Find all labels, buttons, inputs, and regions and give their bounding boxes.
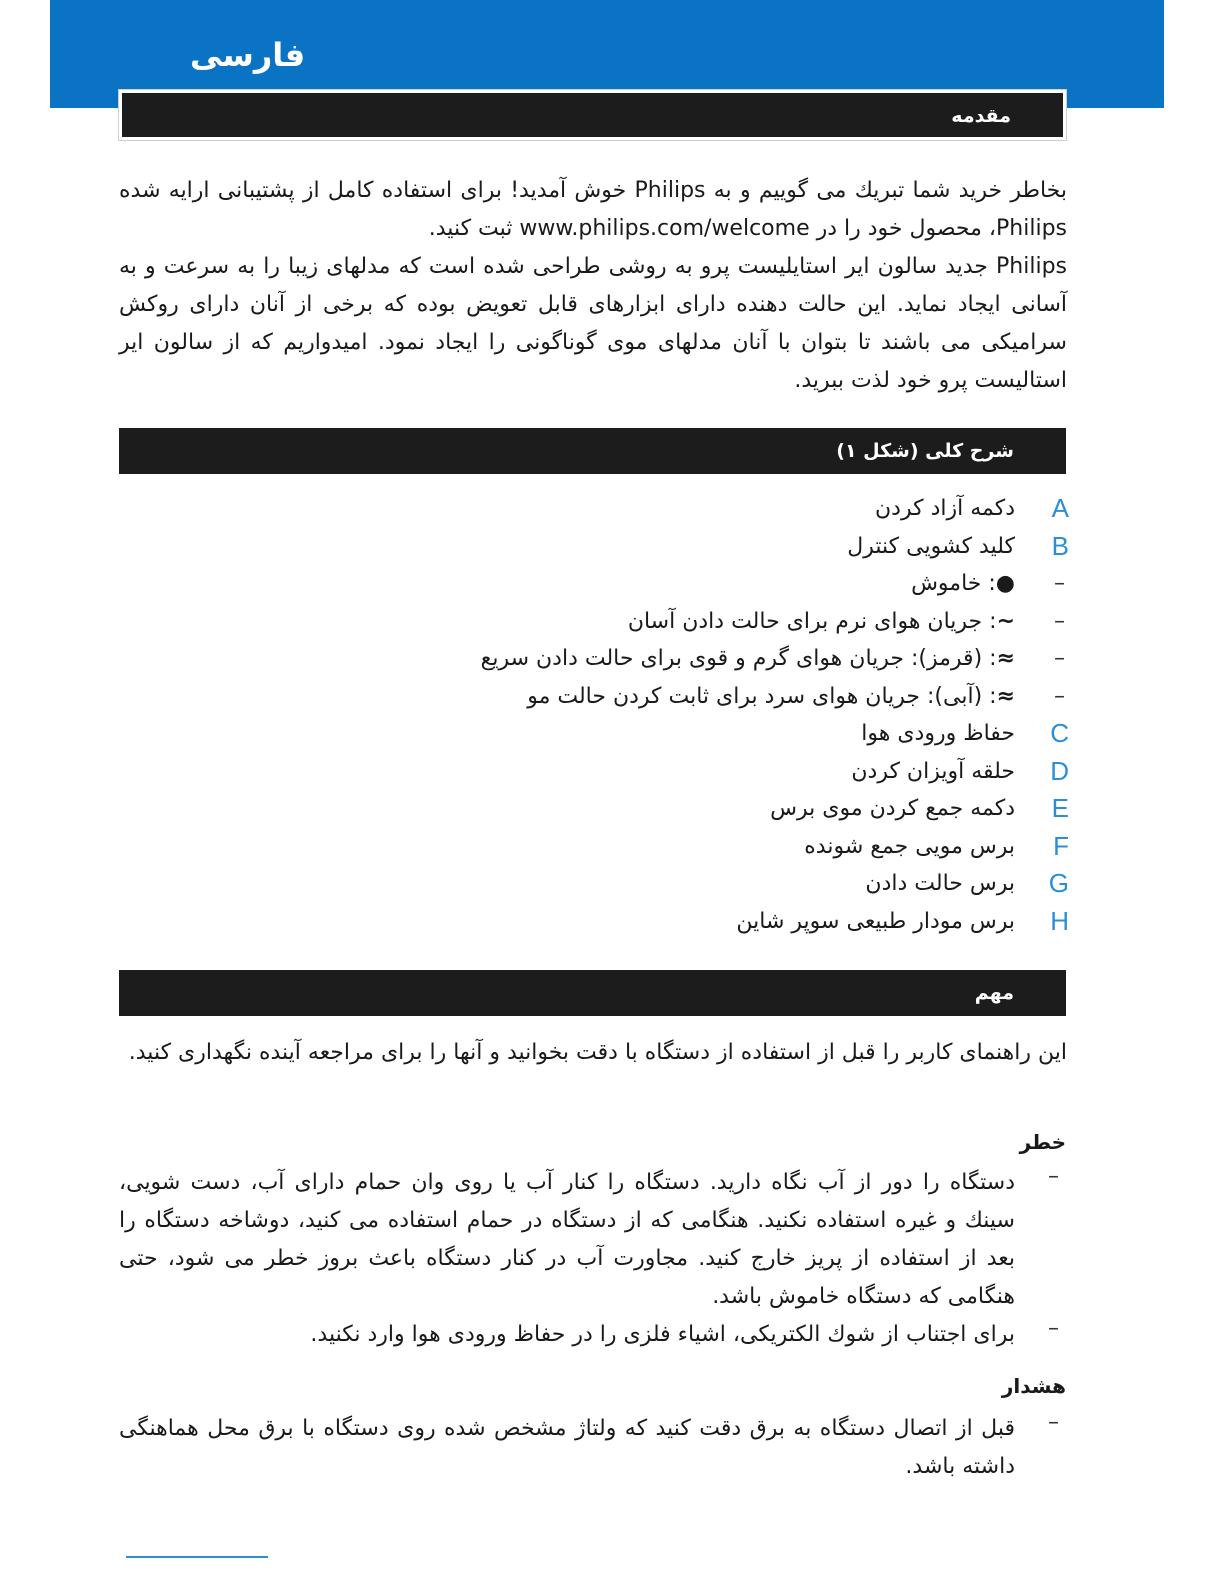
item-label: حفاظ ورودی هوا — [861, 721, 1015, 746]
item-label: : جریان هوای نرم برای حالت دادن آسان — [627, 608, 997, 634]
item-dash: – — [1054, 608, 1065, 634]
section-header-intro: مقدمه — [119, 90, 1066, 140]
overview-list — [119, 490, 1069, 940]
item-text — [527, 678, 1015, 716]
item-text — [861, 715, 1015, 753]
overview-item — [119, 603, 1069, 641]
item-letter: B — [1051, 530, 1069, 561]
overview-item — [119, 753, 1069, 791]
overview-item — [119, 828, 1069, 866]
item-text — [770, 790, 1015, 828]
setting-symbol-icon: ≈ — [996, 646, 1015, 671]
danger-bullet-1: دستگاه را دور از آب نگاه دارید. دستگاه را كنار آب یا روی وان حمام دارای آب، دست شویی، سینك و غیره استفاده نكنید. هنگامی كه از دستگاه در حمام استفاده می كنید، دوشاخه دستگاه را بعد از استفاده از پریز خارج كنید. مجاورت آب در كنار دستگاه باعث بروز خطر می شود، حتی هنگامی كه دستگاه خاموش باشد. — [119, 1170, 1015, 1309]
section-header-overview: شرح كلی (شكل ۱) — [119, 428, 1066, 474]
item-label: : (آبی): جریان هوای سرد برای ثابت كردن حالت مو — [527, 683, 997, 709]
section-header-important: مهم — [119, 970, 1066, 1016]
item-letter: A — [1051, 493, 1069, 523]
overview-item — [119, 528, 1069, 566]
important-intro: این راهنمای كاربر را قبل از استفاده از دستگاه با دقت بخوانید و آنها را برای مراجعه آینده نگهداری كنید. — [128, 1040, 1067, 1065]
overview-item — [119, 865, 1069, 903]
overview-item — [119, 715, 1069, 753]
item-label: برس حالت دادن — [865, 871, 1015, 896]
language-title: فارسی — [190, 36, 306, 74]
danger-heading: خطر — [1019, 1130, 1066, 1154]
overview-item — [119, 640, 1069, 678]
item-label: دكمه جمع كردن موی برس — [770, 796, 1015, 821]
item-text — [851, 753, 1015, 791]
overview-item — [119, 565, 1069, 603]
item-label: دكمه آزاد كردن — [875, 496, 1015, 521]
item-letter: D — [1050, 755, 1069, 786]
item-label: : خاموش — [911, 571, 996, 596]
item-letter: C — [1050, 718, 1069, 748]
item-letter: G — [1048, 868, 1069, 898]
item-letter: H — [1050, 905, 1069, 936]
item-text — [875, 490, 1015, 528]
item-text — [481, 640, 1015, 678]
setting-symbol-icon: ≈ — [996, 683, 1015, 709]
danger-bullet-2: برای اجتناب از شوك الكتریكی، اشیاء فلزی را در حفاظ ورودی هوا وارد نكنید. — [310, 1322, 1015, 1347]
item-text — [628, 603, 1015, 641]
item-dash: – — [1054, 571, 1065, 596]
intro-paragraph-1: بخاطر خرید شما تبریك می گوییم و به Philips خوش آمدید! برای استفاده كامل از پشتیبانی ارایه شده Philips، محصول خود را در www.philips.com/welcome ثبت كنید. — [119, 178, 1068, 241]
setting-symbol-icon: ● — [995, 571, 1015, 596]
intro-text — [119, 172, 1067, 400]
intro-paragraph-2: Philips جدید سالون ایر استایلیست پرو به روشی طراحی شده است كه مدلهای زیبا را به سرعت و به آسانی ایجاد نماید. این حالت دهنده دارای ابزارهای قابل تعویض بوده كه برخی از آنان دارای روكش سرامیكی می باشند تا بتوان با آنان مدلهای موی گوناگونی را ایجاد نمود. امیدواریم كه از سالون ایر استالیست پرو خود لذت ببرید. — [119, 254, 1067, 393]
setting-symbol-icon: ~ — [996, 608, 1015, 634]
item-text — [736, 903, 1015, 941]
bullet-dash: – — [1048, 1316, 1059, 1341]
item-letter: F — [1053, 830, 1069, 861]
item-label: حلقه آویزان كردن — [851, 758, 1015, 784]
item-dash: – — [1054, 646, 1065, 671]
item-label: برس مویی جمع شونده — [804, 833, 1015, 859]
item-letter: E — [1051, 793, 1069, 823]
overview-item — [119, 903, 1069, 941]
item-label: برس مودار طبیعی سوپر شاین — [736, 908, 1015, 934]
overview-item — [119, 678, 1069, 716]
bullet-dash: – — [1048, 1410, 1059, 1435]
item-text — [865, 865, 1015, 903]
item-dash: – — [1054, 683, 1065, 709]
warning-heading: هشدار — [1001, 1374, 1066, 1398]
item-text — [847, 528, 1015, 566]
item-label: كلید كشویی كنترل — [847, 533, 1015, 559]
item-label: : (قرمز): جریان هوای گرم و قوی برای حالت دادن سریع — [480, 646, 997, 671]
warning-bullet-1: قبل از اتصال دستگاه به برق دقت كنید كه ولتاژ مشخص شده روی دستگاه با برق محل هماهنگی داشته باشد. — [119, 1416, 1015, 1479]
overview-item — [119, 790, 1069, 828]
footer-rule — [126, 1556, 268, 1558]
item-text — [911, 565, 1015, 603]
item-text — [804, 828, 1015, 866]
bullet-dash: – — [1048, 1164, 1059, 1189]
overview-item — [119, 490, 1069, 528]
